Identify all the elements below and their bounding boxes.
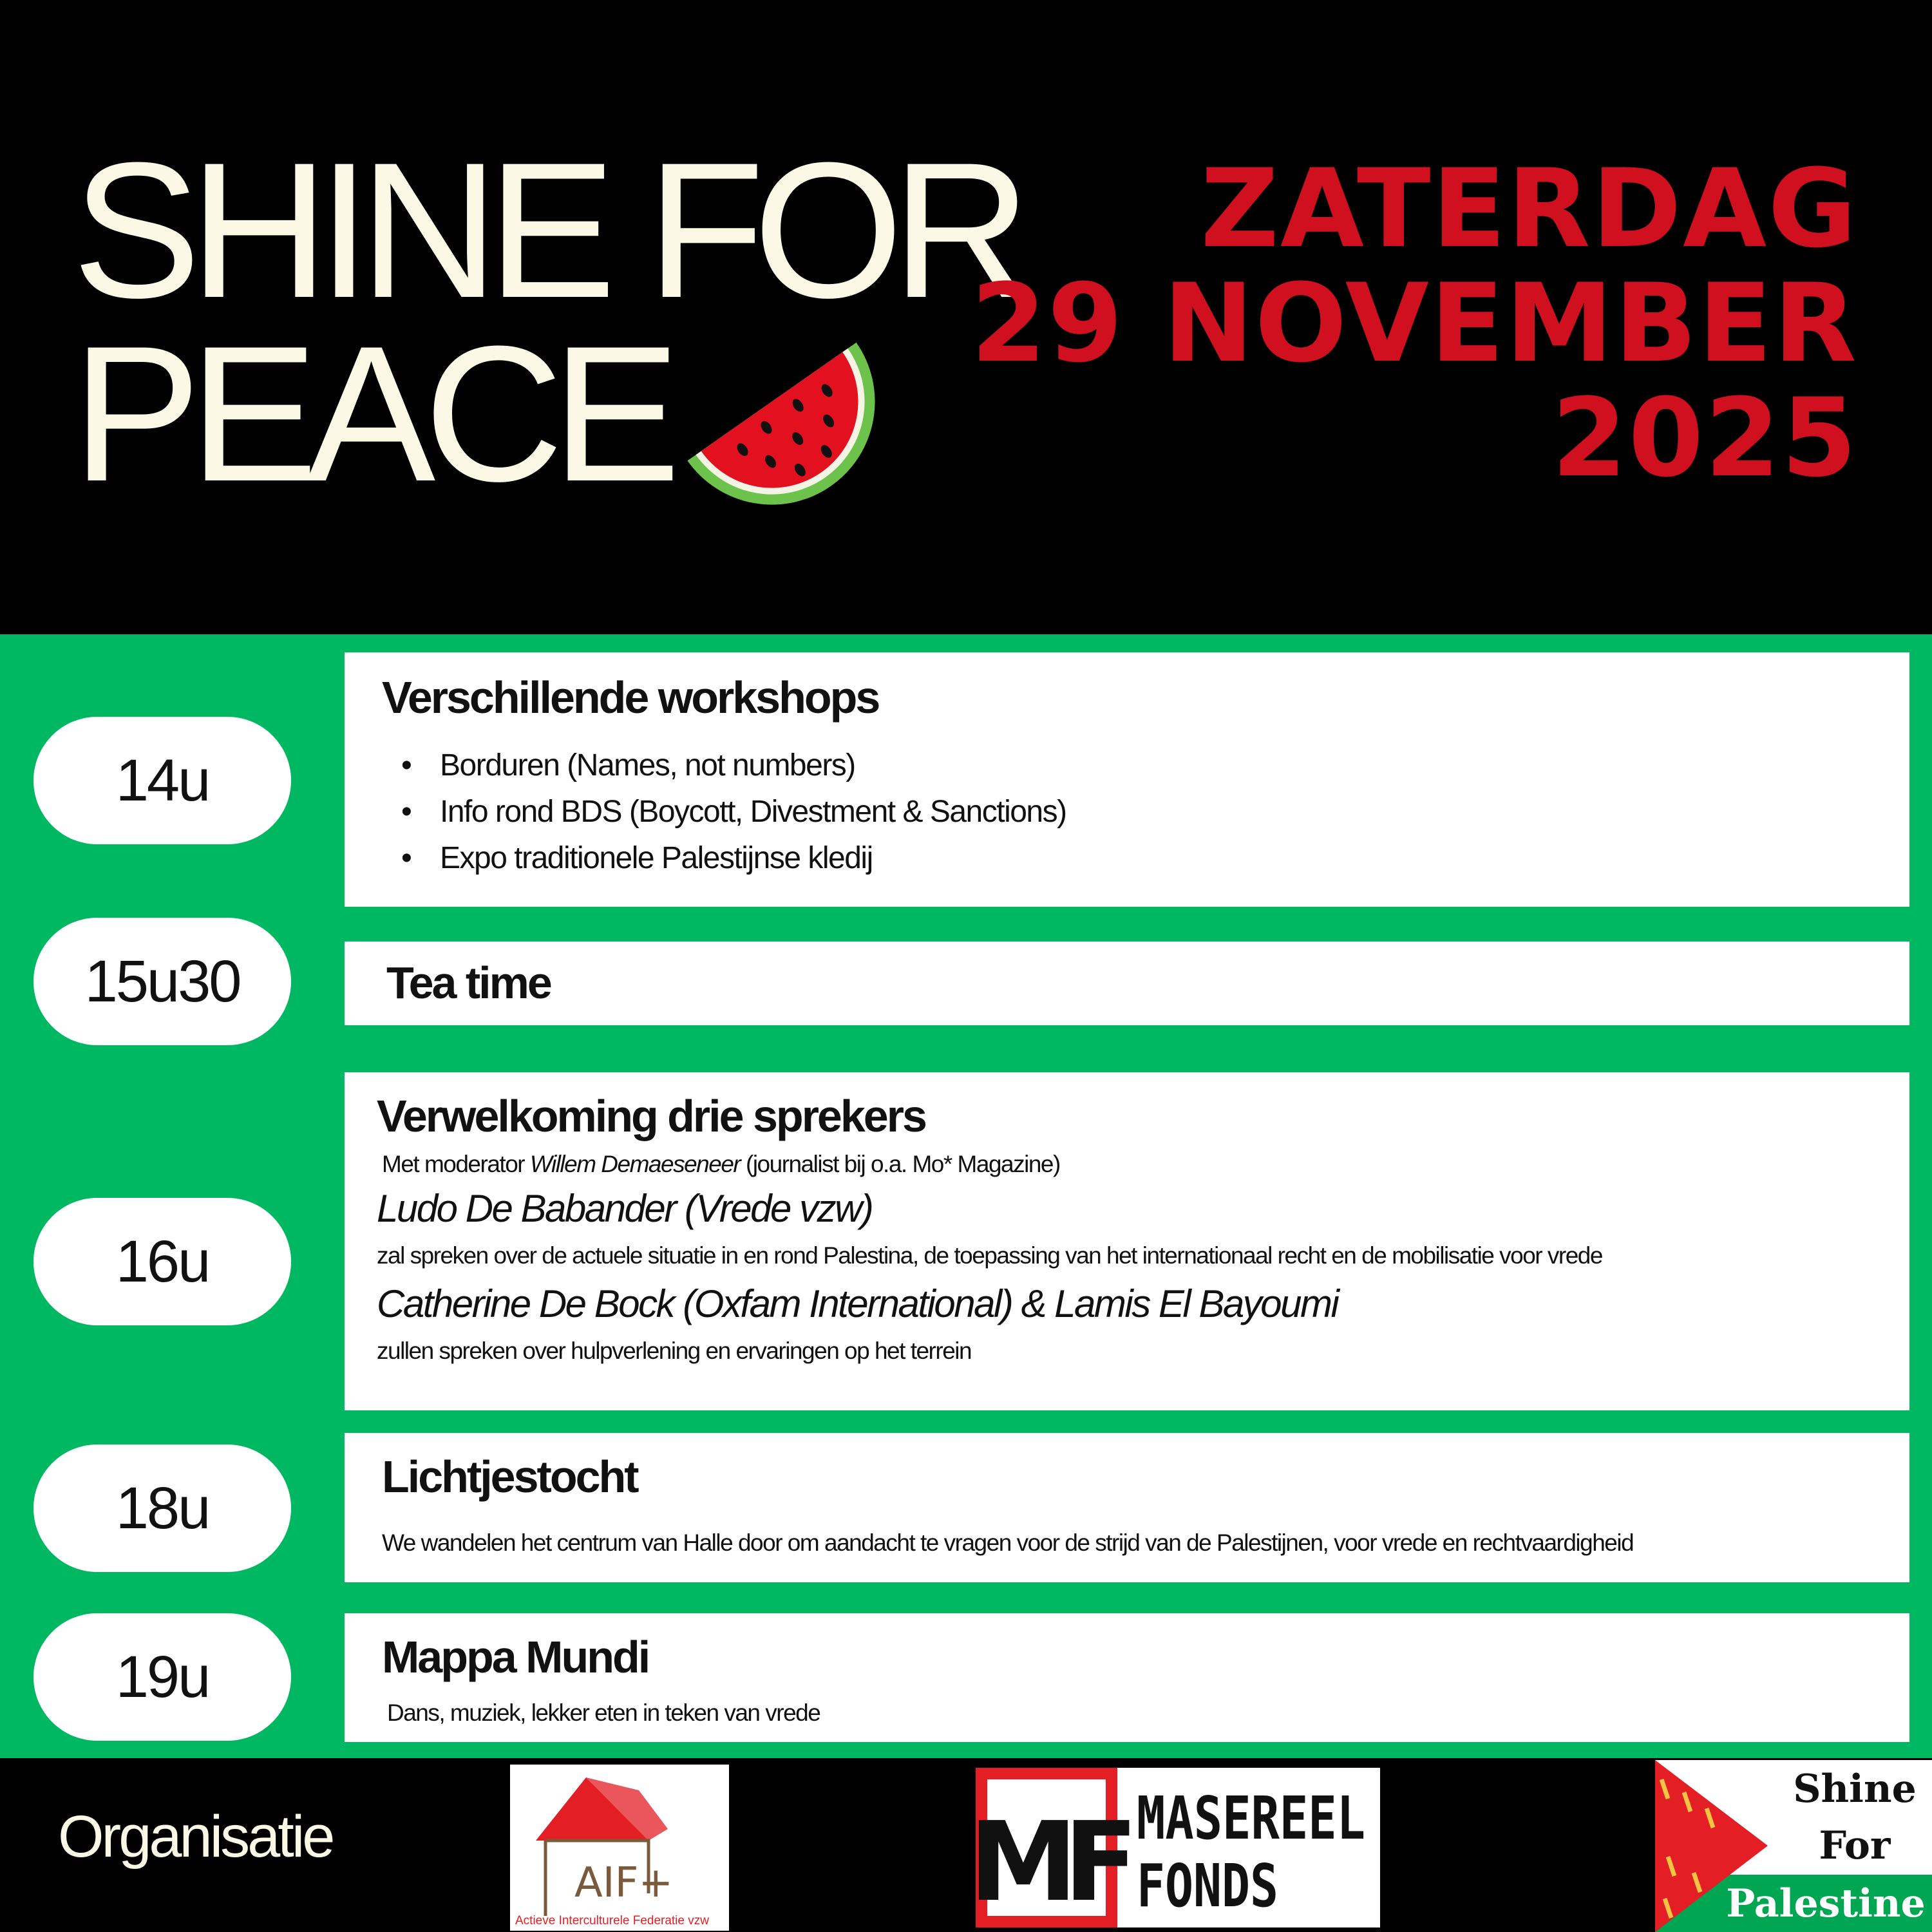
- event-title-line2: PEACE: [72, 305, 670, 522]
- card-description: Dans, muziek, lekker eten in teken van vrede: [387, 1700, 820, 1726]
- card-description: We wandelen het centrum van Halle door om aandacht te vragen voor de strijd van de Palestijnen, voor vrede en rechtvaardigheid: [382, 1530, 1634, 1556]
- aif-logo: [510, 1765, 729, 1931]
- moderator-line: [377, 1148, 1909, 1180]
- list-item: • Expo traditionele Palestijnse kledij: [401, 835, 1909, 882]
- mf-line2: FONDS: [1137, 1852, 1278, 1920]
- time-pill: 16u: [33, 1198, 291, 1325]
- aif-logo-text: AIF+: [574, 1859, 674, 1907]
- date-month: 29 NOVEMBER: [971, 260, 1858, 386]
- speaker-description: zal spreken over de actuele situatie in en rond Palestina, de toepassing van het internationaal recht en de mobilisatie voor vrede: [377, 1242, 1602, 1269]
- date-year: 2025: [1551, 375, 1858, 501]
- moderator-prefix: Met moderator: [382, 1151, 530, 1177]
- list-item: • Borduren (Names, not numbers): [401, 743, 1909, 789]
- mf-mark: MF: [969, 1799, 1124, 1926]
- event-date: [971, 146, 1858, 501]
- moderator-suffix: (journalist bij o.a. Mo* Magazine): [740, 1151, 1060, 1177]
- card-title: Mappa Mundi: [382, 1632, 649, 1682]
- time-pill: 18u: [33, 1444, 291, 1572]
- speaker-description: zullen spreken over hulpverlening en ervaringen op het terrein: [377, 1338, 972, 1364]
- organisation-label: Organisatie: [58, 1804, 333, 1870]
- schedule-card-lichtjestocht: [345, 1433, 1909, 1582]
- sfp-line2: For: [1819, 1823, 1891, 1868]
- list-item: • Info rond BDS (Boycott, Divestment & Sanctions): [401, 789, 1909, 835]
- masereel-fonds-logo: [969, 1768, 1380, 1927]
- workshop-list: [382, 743, 1909, 882]
- schedule-card-tea-time: [345, 942, 1909, 1025]
- moderator-name: Willem Demaeseneer: [529, 1151, 741, 1177]
- event-title-line1: SHINE FOR: [72, 122, 1020, 338]
- time-pill: 15u30: [33, 918, 291, 1045]
- sfp-line3: Palestine: [1726, 1881, 1926, 1926]
- header: [0, 0, 1932, 634]
- speaker-name: Ludo De Babander (Vrede vzw): [377, 1187, 873, 1230]
- card-title: Lichtjestocht: [382, 1452, 638, 1502]
- schedule-card-workshops: [345, 652, 1909, 907]
- aif-logo-subtitle: Actieve Interculturele Federatie vzw: [515, 1914, 709, 1927]
- shine-for-palestine-logo: [1655, 1760, 1932, 1932]
- mf-line1: MASEREEL: [1137, 1784, 1365, 1853]
- sfp-line1: Shine: [1793, 1766, 1917, 1812]
- card-title: Verwelkoming drie sprekers: [377, 1091, 925, 1141]
- schedule-card-speakers: [345, 1072, 1909, 1410]
- card-title: Tea time: [386, 958, 551, 1008]
- card-title: Verschillende workshops: [382, 672, 879, 723]
- time-pill: 19u: [33, 1613, 291, 1741]
- speaker-name: Catherine De Bock (Oxfam International) & Lamis El Bayoumi: [377, 1282, 1338, 1325]
- watermelon-icon: [670, 303, 889, 522]
- date-day: ZATERDAG: [1200, 146, 1858, 272]
- schedule-card-mappa-mundi: [345, 1613, 1909, 1742]
- time-pill: 14u: [33, 717, 291, 844]
